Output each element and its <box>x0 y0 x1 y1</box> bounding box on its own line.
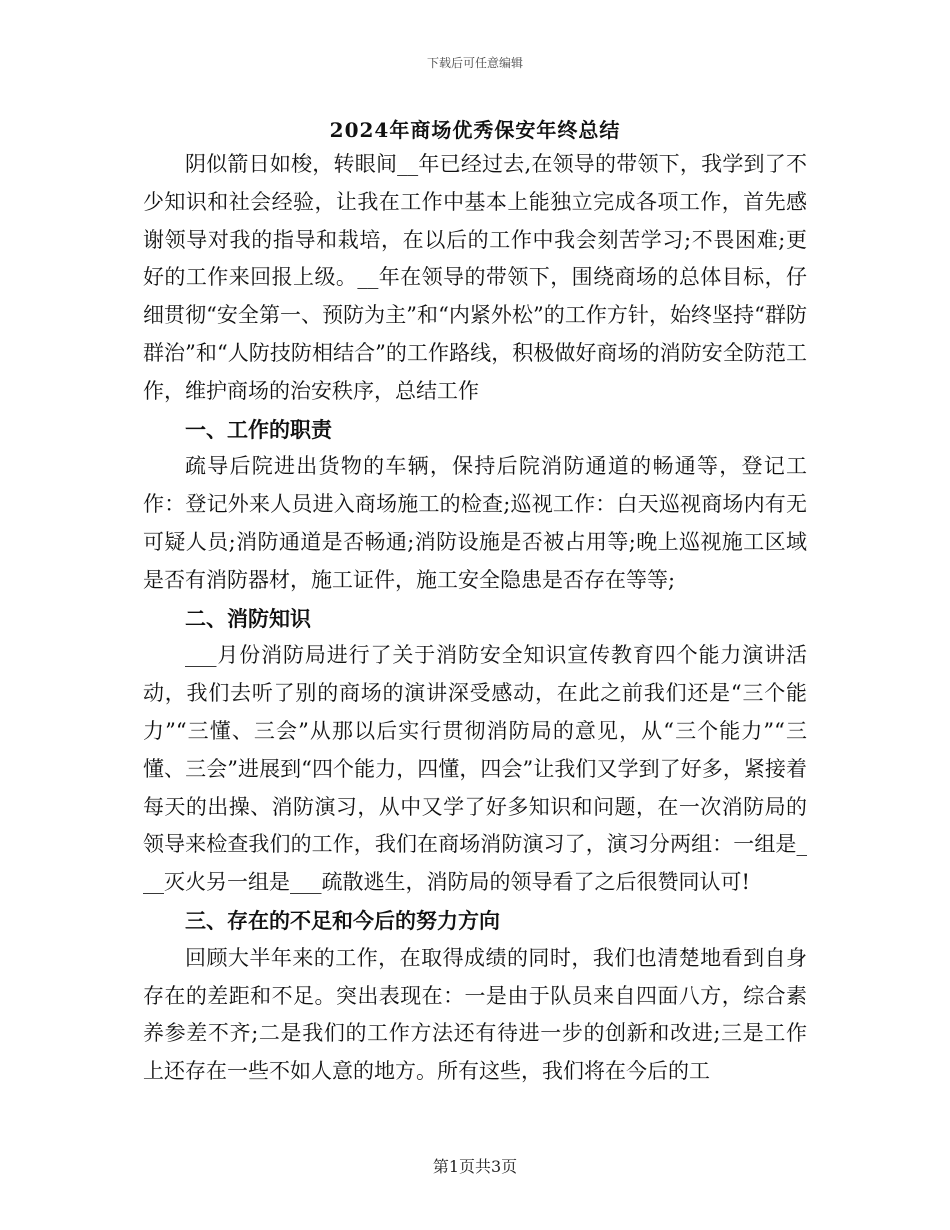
header-note: 下载后可任意编辑 <box>426 56 523 70</box>
intro-paragraph: 阴似箭日如梭，转眼间__年已经过去,在领导的带领下，我学到了不少知识和社会经验，让我在工作中基本上能独立完成各项工作，首先感谢领导对我的指导和栽培，在以后的工作中我会刻苦学习;不畏困难;更好的工作来回报上级。__年在领导的带领下，围绕商场的总体目标，仔细贯彻“安全第一、预防为主”和“内紧外松”的工作方针，始终坚持“群防群治”和“人防技防相结合”的工作路线，积极做好商场的消防安全防范工作，维护商场的治安秩序，总结工作 <box>143 152 807 403</box>
document-body <box>143 146 807 1091</box>
fire-knowledge-paragraph: ___月份消防局进行了关于消防安全知识宣传教育四个能力演讲活动，我们去听了别的商场的演讲深受感动，在此之前我们还是“三个能力”“三懂、三会”从那以后实行贯彻消防局的意见，从“三个能力”“三懂、三会”进展到“四个能力，四懂，四会”让我们又学到了好多，紧接着每天的出操、消防演习，从中又学了好多知识和问题，在一次消防局的领导来检查我们的工作，我们在商场消防演习了，演习分两组：一组是___灭火另一组是___疏散逃生，消防局的领导看了之后很赞同认可! <box>143 643 807 895</box>
section-heading-duties: 一、工作的职责 <box>185 416 332 442</box>
document-title: 2024年商场优秀保安年终总结 <box>329 118 621 142</box>
section-heading-shortcomings: 三、存在的不足和今后的努力方向 <box>185 907 500 933</box>
duties-paragraph: 疏导后院进出货物的车辆，保持后院消防通道的畅通等，登记工作：登记外来人员进入商场施工的检查;巡视工作：白天巡视商场内有无可疑人员;消防通道是否畅通;消防设施是否被占用等;晚上巡视施工区域是否有消防器材，施工证件，施工安全隐患是否存在等等; <box>143 454 807 592</box>
shortcomings-paragraph: 回顾大半年来的工作，在取得成绩的同时，我们也清楚地看到自身存在的差距和不足。突出表现在：一是由于队员来自四面八方，综合素养参差不齐;二是我们的工作方法还有待进一步的创新和改进;三是工作上还存在一些不如人意的地方。所有这些，我们将在今后的工 <box>143 945 807 1084</box>
section-heading-fire-knowledge: 二、消防知识 <box>185 605 311 631</box>
page-number: 第1页共3页 <box>432 1157 518 1176</box>
